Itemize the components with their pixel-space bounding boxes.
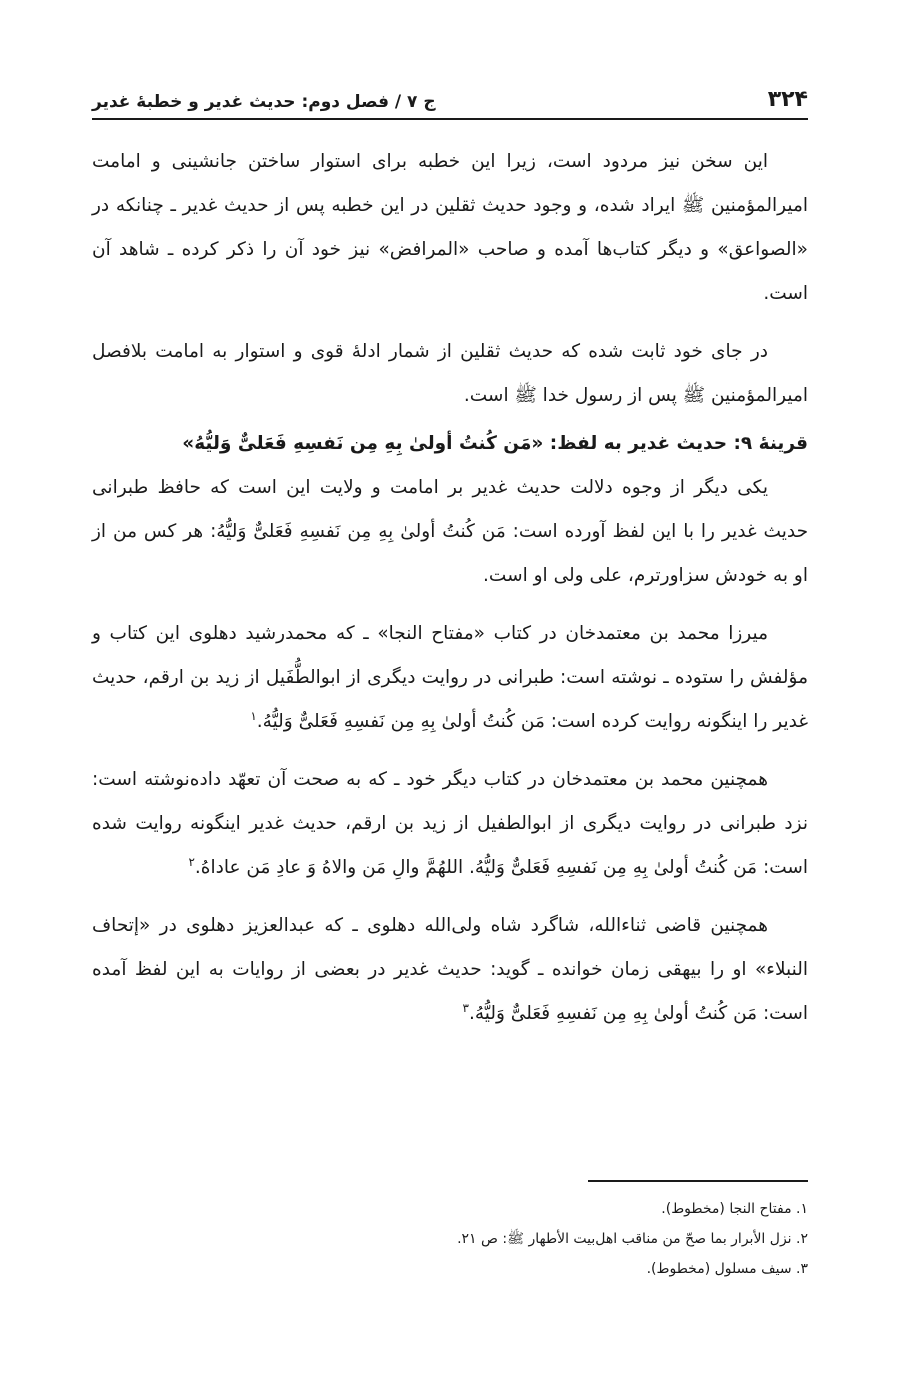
- footnote-ref-3: ۳: [462, 1000, 469, 1015]
- paragraph-3: یکی دیگر از وجوه دلالت حدیث غدیر بر امامت و ولایت این است که حافظ طبرانی حدیث غدیر را با این لفظ آورده است: مَن کُنتُ أولیٰ بِهِ مِن نَفسِهِ فَعَلیٌّ وَلیُّهُ: هر کس من از او به خودش سزاورترم، علی ولی او است.: [92, 477, 808, 586]
- running-title: ج ۷ / فصل دوم: حدیث غدیر و خطبهٔ غدیر: [92, 92, 436, 112]
- paragraph-4-text: میرزا محمد بن معتمدخان در کتاب «مفتاح النجا» ـ که محمدرشید دهلوی این کتاب و مؤلفش را ستوده ـ نوشته است: طبرانی در روایت دیگری از ابوالطُّفَیل از زید بن ارقم، حدیث غدیر را اینگونه روایت کرده است: مَن کُنتُ أولیٰ بِهِ مِن نَفسِهِ فَعَلیٌّ وَلیُّهُ.: [92, 623, 808, 732]
- paragraph-6: [92, 904, 808, 1036]
- paragraph-2: در جای خود ثابت شده که حدیث ثقلین از شمار ادلهٔ قوی و استوار به امامت بلافصل امیرالمؤمنین ﷺ پس از رسول خدا ﷺ است.: [92, 341, 808, 406]
- footnote-ref-1: ۱: [250, 708, 257, 723]
- footnote-1: ۱. مفتاح النجا (مخطوط).: [661, 1201, 808, 1217]
- page-number: ۳۲۴: [767, 87, 808, 112]
- paragraph-4: [92, 612, 808, 744]
- paragraph-5: [92, 758, 808, 890]
- footnote-ref-2: ۲: [188, 854, 195, 869]
- section-heading: قرینهٔ ۹: حدیث غدیر به لفظ: «مَن کُنتُ أولیٰ بِهِ مِن نَفسِهِ فَعَلیٌّ وَلیُّهُ»: [182, 433, 808, 454]
- footnotes: [92, 1180, 808, 1284]
- footnote-3: ۳. سیف مسلول (مخطوط).: [646, 1261, 808, 1277]
- footnote-divider: [588, 1180, 808, 1182]
- paragraph-6-text: همچنین قاضی ثناءالله، شاگرد شاه ولی‌الله دهلوی ـ که عبدالعزیز دهلوی در «إتحاف النبلاء» او را بیهقی زمان خوانده ـ گوید: حدیث غدیر در بعضی از روایات به این لفظ آمده است: مَن کُنتُ أولیٰ بِهِ مِن نَفسِهِ فَعَلیٌّ وَلیُّهُ.: [92, 915, 808, 1024]
- paragraph-1: این سخن نیز مردود است، زیرا این خطبه برای استوار ساختن جانشینی و امامت امیرالمؤمنین ﷺ ایراد شده، و وجود حدیث ثقلین در این خطبه پس از حدیث غدیر ـ چنانکه در «الصواعق» و دیگر کتاب‌ها آمده و صاحب «المرافض» نیز خود آن را ذکر کرده ـ شاهد آن است.: [92, 151, 808, 304]
- page-header: [92, 72, 808, 120]
- footnote-2: ۲. نزل الأبرار بما صحّ من مناقب اهل‌بیت الأطهار ﷺ: ص ۲۱.: [457, 1231, 808, 1247]
- page-body: [92, 140, 808, 1050]
- paragraph-5-text: همچنین محمد بن معتمدخان در کتاب دیگر خود ـ که به صحت آن تعهّد داده‌نوشته است: نزد طبرانی در روایت دیگری از ابوالطفیل از زید بن ارقم، حدیث غدیر اینگونه روایت شده است: مَن کُنتُ أولیٰ بِهِ مِن نَفسِهِ فَعَلیٌّ وَلیُّهُ. اللهُمَّ والِ مَن والاهُ وَ عادِ مَن عاداهُ.: [92, 769, 808, 878]
